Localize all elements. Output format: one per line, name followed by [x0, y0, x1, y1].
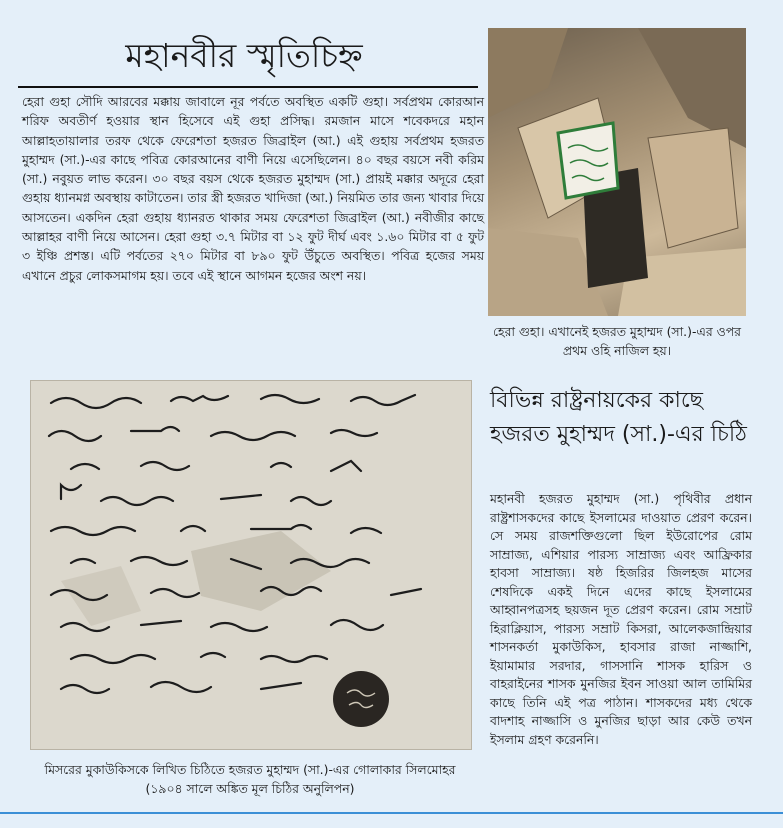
page-title: মহানবীর স্মৃতিচিহ্ন [125, 36, 363, 75]
hira-cave-photo [488, 28, 746, 316]
historic-letter-image [30, 380, 472, 750]
main-article-text: হেরা গুহা সৌদি আরবের মক্কায় জাবালে নূর পর্বতে অবস্থিত একটি গুহা। সর্বপ্রথম কোরআন শরিফ অবতীর্ণ হওয়ার স্থান হিসেবে এই গুহা প্রসিদ্ধ। রমজান মাসে শবেকদরে মহান আল্লাহতায়ালার তরফ থেকে ফেরেশতা হজরত জিব্রাইল (আ.) এই গুহায় সর্বপ্রথম হজরত মুহাম্মদ (সা.)-এর কাছে পবিত্র কোরআনের বাণী নিয়ে এসেছিলেন। ৪০ বছর বয়সে নবী করিম (সা.) নবুয়ত লাভ করেন। ৩০ বছর বয়স থেকে হজরত মুহাম্মদ (সা.) প্রায়ই মক্কার অদূরে হেরা গুহায় ধ্যানমগ্ন অবস্থায় কাটাতেন। তার স্ত্রী হজরত খাদিজা (আ.) নিয়মিত তার জন্য খাবার দিয়ে আসতেন। একদিন হেরা গুহায় ধ্যানরত থাকার সময় ফেরেশতা জিব্রাইল (আ.) নবীজীর কাছে আল্লাহর বাণী নিয়ে আসেন। হেরা গুহা ৩.৭ মিটার বা ১২ ফুট দীর্ঘ এবং ১.৬০ মিটার বা ৫ ফুট ৩ ইঞ্চি প্রশস্ত। এটি পর্বতের ২৭০ মিটার বা ৮৯০ ফুট উঁচুতে অবস্থিত। পবিত্র হজের সময় এখানে প্রচুর লোকসমাগম হয়। তবে এই স্থানে আগমন হজের অংশ নয়। [22, 94, 484, 283]
bottom-divider [0, 812, 783, 814]
section-text: মহানবী হজরত মুহাম্মদ (সা.) পৃথিবীর প্রধান রাষ্ট্রশাসকদের কাছে ইসলামের দাওয়াত প্রেরণ করেন। সে সময় রাজশক্তিগুলো ছিল ইউরোপের রোম সাম্রাজ্য, এশিয়ার পারস্য সাম্রাজ্য এবং আফ্রিকার হাবসা সাম্রাজ্য। ষষ্ঠ হিজরির জিলহজ মাসের শেষদিকে একই দিনে এদের কাছে ইসলামের আহ্বানপত্রসহ ছয়জন দূত প্রেরণ করেন। রোম সম্রাট হিরাক্লিয়াস, পারস্য সম্রাট কিসরা, আলেকজান্দ্রিয়ার শাসনকর্তা মুকাউকিস, হাবসার রাজা নাজ্জাশি, ইয়ামামার সরদার, গাসসানি শাসক হারিস ও বাহরাইনের শাসক মুনজির ইবন সাওয়া আল তামিমির কাছে তিনি এই পত্র পাঠান। শাসকদের মধ্য থেকে বাদশাহ নাজ্জাসি ও মুনজির ছাড়া আর কেউ তখন ইসলাম গ্রহণ করেননি। [490, 491, 752, 747]
letter-caption: মিসরের মুকাউকিসকে লিখিত চিঠিতে হজরত মুহাম্মদ (সা.)-এর গোলাকার সিলমোহর (১৯০৪ সালে অঙ্কিত মূল চিঠির অনুলিপন) [44, 762, 456, 796]
section-heading: বিভিন্ন রাষ্ট্রনায়কের কাছে হজরত মুহাম্মদ (সা.)-এর চিঠি [490, 388, 747, 447]
title-divider [18, 86, 478, 88]
photo-caption: হেরা গুহা। এখানেই হজরত মুহাম্মদ (সা.)-এর ওপর প্রথম ওহি নাজিল হয়। [493, 324, 741, 358]
